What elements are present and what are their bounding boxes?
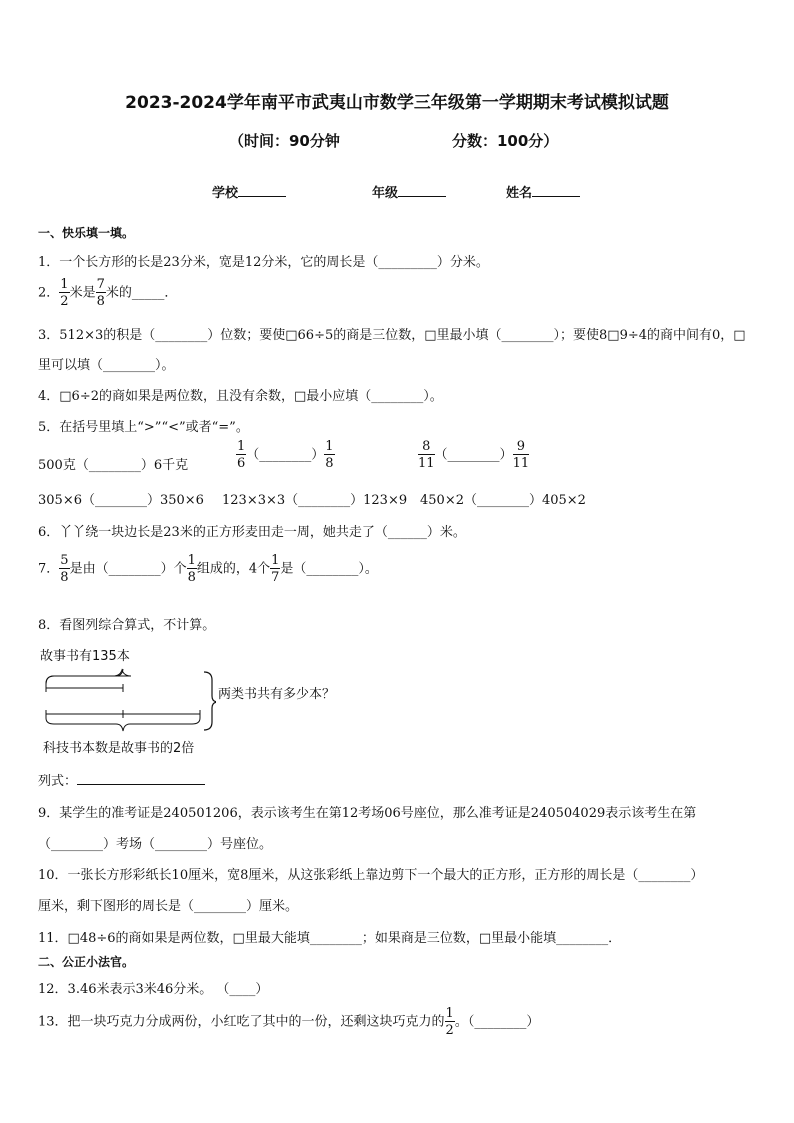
question-6: 6．丫丫绕一块边长是23米的正方形麦田走一周，她共走了（______）米。 [38, 525, 466, 540]
question-11: 11．□48÷6的商如果是两位数，□里最大能填________；如果商是三位数，□里最小能填________． [38, 931, 622, 946]
question-7-number: 7． [38, 561, 60, 577]
name-field [506, 182, 580, 201]
compare-blank[interactable]: （________） [246, 447, 325, 463]
grade-field [372, 182, 446, 201]
question-2-text: 米是 [69, 285, 96, 301]
question-5-d: 305×6（________）350×6 [38, 493, 204, 508]
formula-blank[interactable] [77, 773, 205, 785]
fraction: $\frac{9}{11}$ [512, 439, 530, 471]
question-1: 1．一个长方形的长是23分米，宽是12分米，它的周长是（_________）分米。 [38, 255, 489, 270]
question-5-intro: 5．在括号里填上“>”“<”或者“=”。 [38, 420, 249, 435]
fraction: $\frac{1}{2}$ [60, 277, 69, 309]
story-books-brace [46, 670, 131, 684]
fraction: $\frac{7}{8}$ [96, 277, 105, 309]
diagram-story-books-label: 故事书有135本 [40, 649, 130, 664]
grade-blank[interactable] [398, 184, 446, 197]
exam-time: （时间：90分钟 [229, 132, 340, 150]
question-5-b [236, 440, 335, 470]
segment-diagram [36, 664, 216, 744]
question-10-line-2: 厘米，剩下图形的周长是（________）厘米。 [38, 899, 299, 914]
fraction: $\frac{1}{8}$ [187, 553, 196, 585]
question-10-line-1: 10．一张长方形彩纸长10厘米，宽8厘米，从这张彩纸上靠边剪下一个最大的正方形，正方形的周长是（________） [38, 868, 704, 883]
school-blank[interactable] [238, 184, 286, 197]
diagram-total-question: 两类书共有多少本？ [218, 687, 336, 702]
question-13-suffix: 。（________） [454, 1014, 540, 1030]
question-5-c [418, 440, 529, 470]
diagram-science-books-label: 科技书本数是故事书的2倍 [43, 741, 195, 756]
question-9-line-2: （________）考场（________）号座位。 [38, 837, 273, 852]
science-books-brace [46, 718, 200, 731]
fraction: $\frac{5}{8}$ [60, 553, 69, 585]
question-8: 8．看图列综合算式，不计算。 [38, 618, 216, 633]
school-label: 学校 [212, 186, 239, 201]
fraction: $\frac{1}{2}$ [445, 1006, 454, 1038]
question-8-formula [38, 770, 205, 789]
question-7-text-1: 是由（________）个 [69, 561, 187, 577]
question-7-text-2: 组成的，4个 [196, 561, 271, 577]
question-13 [38, 1007, 539, 1037]
name-label: 姓名 [506, 186, 533, 201]
grade-label: 年级 [372, 186, 399, 201]
story-books-brace-left [46, 669, 123, 684]
total-brace [204, 672, 216, 730]
question-9-line-1: 9．某学生的准考证是240501206，表示该考生在第12考场06号座位，那么准考证是240504029表示该考生在第 [38, 806, 697, 821]
page-title: 2023-2024学年南平市武夷山市数学三年级第一学期期末考试模拟试题 [125, 93, 669, 113]
question-2 [38, 278, 177, 308]
question-13-text: 13．把一块巧克力分成两份，小红吃了其中的一份，还剩这块巧克力的 [38, 1014, 445, 1030]
school-field [212, 182, 286, 201]
section-1-heading: 一、快乐填一填。 [38, 226, 135, 240]
section-2-heading: 二、公正小法官。 [38, 955, 135, 969]
question-3-line-1: 3．512×3的积是（________）位数；要使□66÷5的商是三位数，□里最小填（________）；要使8□9÷4的商中间有0，□ [38, 328, 746, 343]
exam-score: 分数：100分） [452, 132, 559, 150]
question-2-number: 2． [38, 285, 60, 301]
question-4: 4．□6÷2的商如果是两位数，且没有余数，□最小应填（________）。 [38, 389, 443, 404]
fraction: $\frac{8}{11}$ [418, 439, 435, 471]
question-5-a: 500克（________）6千克 [38, 458, 189, 473]
question-12: 12．3.46米表示3米46分米。 （____） [38, 982, 269, 997]
name-blank[interactable] [532, 184, 580, 197]
question-5-f: 450×2（________）405×2 [420, 493, 586, 508]
fraction: $\frac{1}{7}$ [271, 553, 280, 585]
question-7-suffix: 是（________）。 [280, 561, 378, 577]
question-7 [38, 554, 378, 584]
fraction: $\frac{1}{8}$ [325, 439, 334, 471]
formula-label: 列式： [38, 774, 78, 789]
fraction: $\frac{1}{6}$ [237, 439, 246, 471]
question-5-e: 123×3×3（________）123×9 [222, 493, 408, 508]
question-2-suffix: 米的_____． [105, 285, 178, 301]
question-3-line-2: 里可以填（________）。 [38, 358, 175, 373]
compare-blank[interactable]: （________） [434, 447, 513, 463]
